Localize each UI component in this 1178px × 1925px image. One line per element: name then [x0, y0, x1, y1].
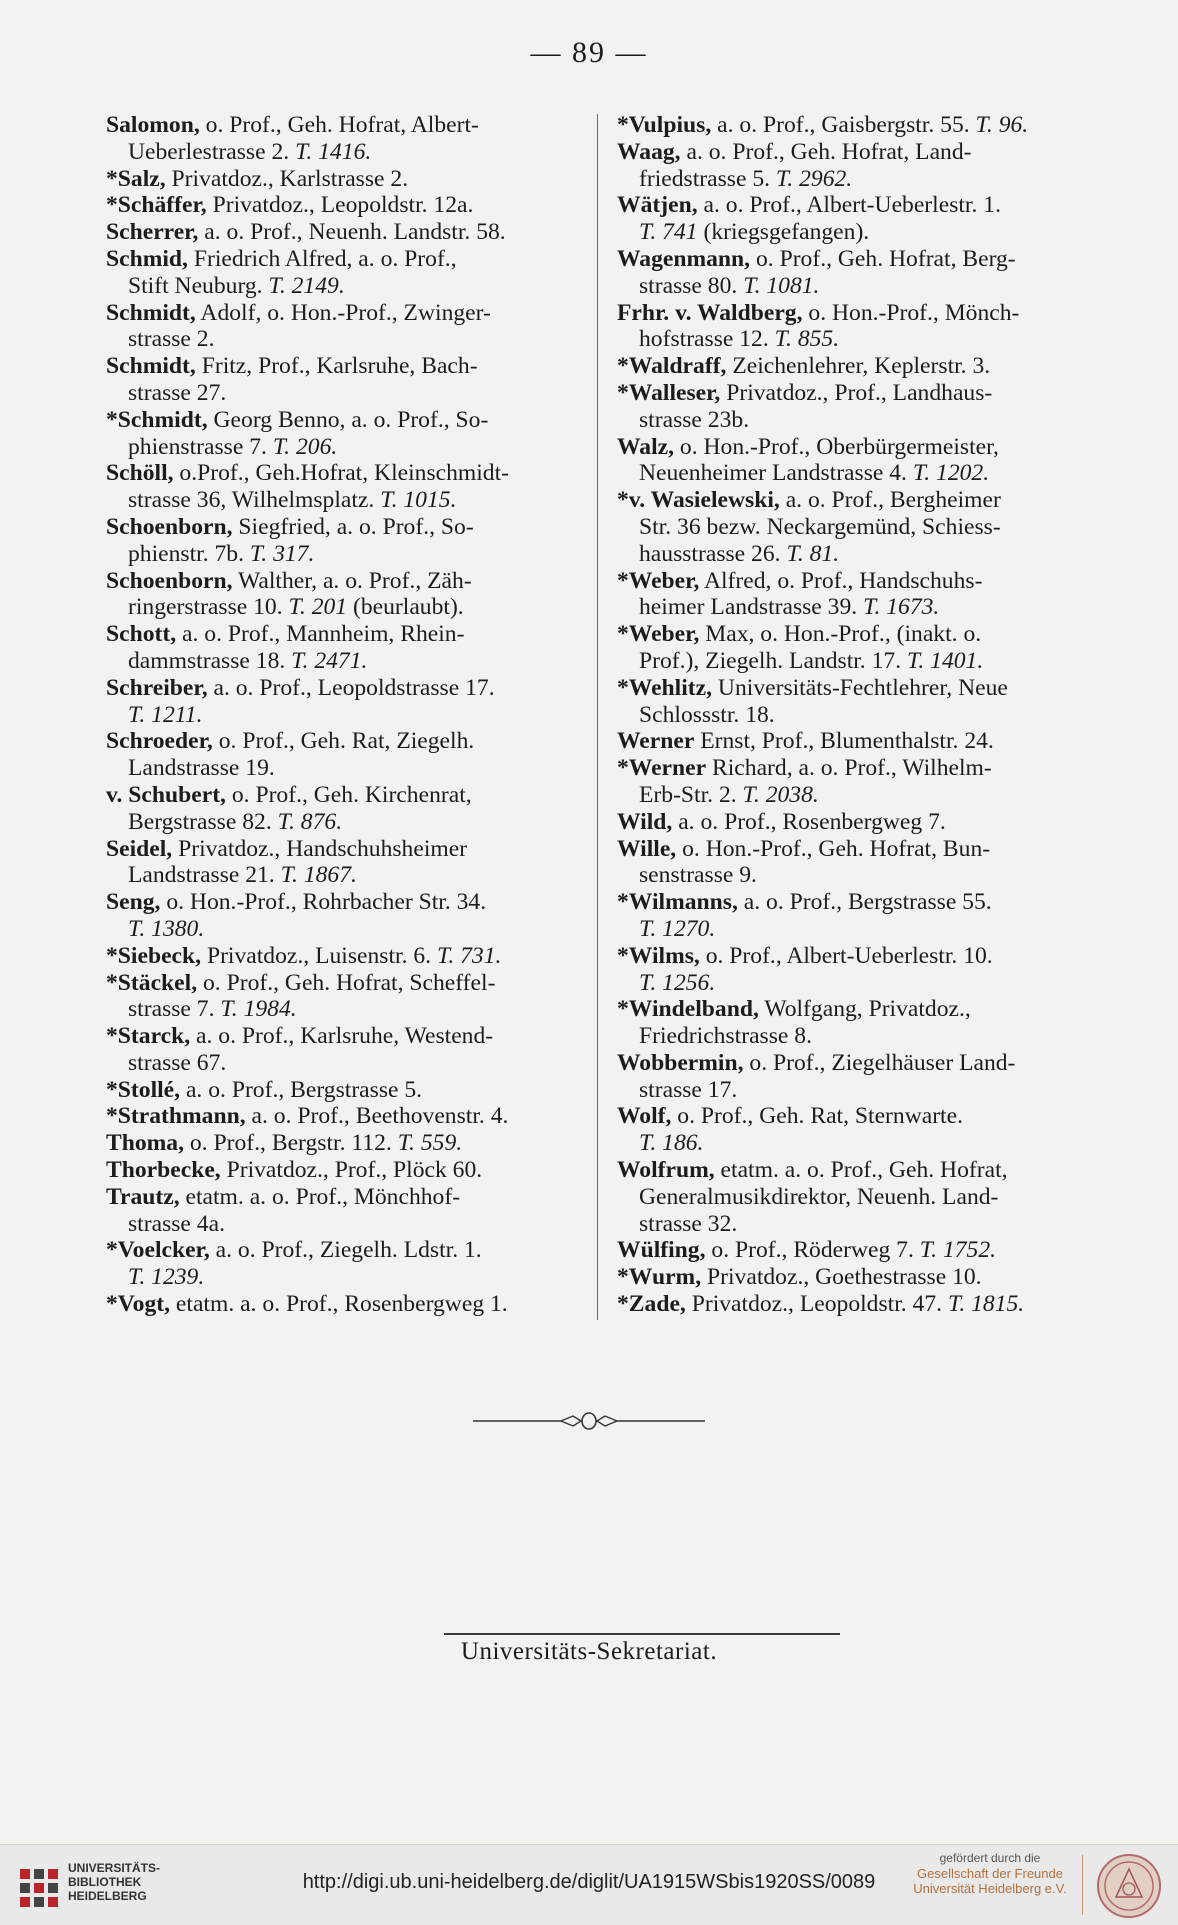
entry-line: [617, 353, 1107, 380]
library-name-line: HEIDELBERG: [68, 1889, 147, 1903]
entry-line: [617, 1050, 1107, 1077]
entry-name: Schöll,: [106, 460, 174, 487]
entry-text: o. Hon.-Prof., Mönch-: [802, 299, 1020, 326]
entry-name: Wagenmann,: [617, 245, 751, 272]
entry-line: [617, 300, 1107, 327]
entry-line: [106, 1184, 586, 1211]
entry-text: a. o. Prof., Bergstrasse 55.: [737, 889, 992, 916]
entry-continuation-line: [617, 862, 1107, 889]
entry-text: Privatdoz., Goethestrasse 10.: [701, 1264, 982, 1291]
entry-continuation-line: [617, 648, 1107, 675]
entry-text: Siegfried, a. o. Prof., So-: [232, 513, 474, 540]
entry-line: [106, 621, 586, 648]
entry-line: [106, 1157, 586, 1184]
entry-name: *Wehlitz,: [617, 674, 713, 701]
entry-line: [106, 1077, 586, 1104]
entry-name: *Voelcker,: [106, 1237, 210, 1264]
footer-divider: [1082, 1855, 1083, 1915]
entry-line: [617, 728, 1107, 755]
entry-line: [106, 782, 586, 809]
entry-continuation-line: [106, 862, 586, 889]
entry-text: o. Prof., Geh. Kirchenrat,: [225, 781, 472, 808]
entry-text: phienstr. 7b.: [128, 540, 250, 567]
entry-line: [106, 568, 586, 595]
entry-text: Walther, a. o. Prof., Zäh-: [232, 567, 472, 594]
entry-text: strasse 4a.: [128, 1210, 225, 1237]
right-column: [617, 112, 1107, 1318]
entry-line: [617, 434, 1107, 461]
entry-text: Privatdoz., Prof., Plöck 60.: [220, 1157, 483, 1184]
entry-continuation-line: [617, 541, 1107, 568]
sponsor-intro: gefördert durch die: [939, 1851, 1041, 1865]
entry-continuation-line: [106, 755, 586, 782]
entry-text: a. o. Prof., Bergstrasse 5.: [180, 1076, 423, 1103]
entry-text: a. o. Prof., Rosenbergweg 7.: [672, 808, 946, 835]
entry-text: Privatdoz., Handschuhsheimer: [172, 835, 468, 862]
entry-text: Richard, a. o. Prof., Wilhelm-: [706, 755, 992, 782]
entry-text: o. Prof., Geh. Hofrat, Albert-: [199, 112, 479, 138]
entry-name: Schott,: [106, 621, 177, 648]
entry-text: ringerstrasse 10.: [128, 594, 289, 621]
entry-name: Schoenborn,: [106, 513, 233, 540]
telephone-number: T. 1984.: [220, 996, 297, 1023]
telephone-number: T. 1752.: [919, 1237, 997, 1264]
entry-name: Frhr. v. Waldberg,: [617, 299, 803, 326]
entry-continuation-line: [106, 1211, 586, 1238]
entry-continuation-line: [617, 460, 1107, 487]
entry-line: [617, 246, 1107, 273]
entry-text: strasse 27.: [128, 379, 227, 406]
source-url-link[interactable]: http://digi.ub.uni-heidelberg.de/diglit/UA1915WSbis1920SS/0089: [302, 1871, 876, 1893]
entry-line: [106, 970, 586, 997]
entry-text: etatm. a. o. Prof., Rosenbergweg 1.: [170, 1291, 508, 1318]
entry-name: Schmid,: [106, 245, 188, 272]
telephone-number: T. 1202.: [912, 460, 990, 487]
entry-name: *Waldraff,: [617, 353, 727, 380]
telephone-number: T. 1867.: [280, 862, 357, 889]
entry-name: Wobbermin,: [617, 1049, 744, 1076]
entry-text: Landstrasse 19.: [128, 755, 275, 782]
entry-text: o. Prof., Geh. Rat, Sternwarte.: [671, 1103, 963, 1130]
entry-text: o. Hon.-Prof., Rohrbacher Str. 34.: [160, 889, 487, 916]
entry-line: [106, 836, 586, 863]
entry-name: Wülfing,: [617, 1237, 706, 1264]
entry-continuation-line: [617, 1184, 1107, 1211]
entry-line: [617, 139, 1107, 166]
entry-continuation-line: [617, 407, 1107, 434]
entry-line: [106, 112, 586, 139]
entry-name: Trautz,: [106, 1183, 180, 1210]
entry-text: Privatdoz., Leopoldstr. 12a.: [206, 192, 474, 219]
entry-name: *Weber,: [617, 621, 700, 648]
entry-name: Scherrer,: [106, 219, 199, 246]
entry-text: Landstrasse 21.: [128, 862, 281, 889]
entry-text: Privatdoz., Prof., Landhaus-: [720, 379, 993, 406]
entry-line: [106, 300, 586, 327]
entry-text: Zeichenlehrer, Keplerstr. 3.: [726, 353, 991, 380]
telephone-number: T. 1673.: [863, 594, 940, 621]
entry-text: Neuenheimer Landstrasse 4.: [639, 460, 913, 487]
entry-text: (kriegsgefangen).: [697, 219, 870, 246]
entry-continuation-line: [617, 273, 1107, 300]
entry-line: [106, 675, 586, 702]
entry-text: Georg Benno, a. o. Prof., So-: [207, 406, 489, 433]
entry-text: o. Prof., Albert-Ueberlestr. 10.: [699, 942, 993, 969]
entry-name: Seng,: [106, 889, 161, 916]
entry-name: Thorbecke,: [106, 1157, 221, 1184]
entry-line: [617, 675, 1107, 702]
entry-text: a. o. Prof., Mannheim, Rhein-: [176, 621, 465, 648]
entry-text: phienstrasse 7.: [128, 433, 273, 460]
entry-name: *Starck,: [106, 1023, 191, 1050]
entry-text: o. Prof., Ziegelhäuser Land-: [743, 1049, 1016, 1076]
entry-continuation-line: [106, 702, 586, 729]
entry-text: a. o. Prof., Gaisbergstr. 55.: [711, 112, 976, 138]
entry-text: Erb-Str. 2.: [639, 781, 743, 808]
entry-name: Schmidt,: [106, 299, 196, 326]
entry-text: strasse 2.: [128, 326, 215, 353]
entry-text: Friedrich Alfred, a. o. Prof.,: [187, 245, 457, 272]
entry-line: [617, 889, 1107, 916]
entry-line: [617, 380, 1107, 407]
column-divider: [597, 114, 598, 1320]
telephone-number: T. 96.: [975, 112, 1029, 138]
entry-text: Generalmusikdirektor, Neuenh. Land-: [639, 1183, 999, 1210]
entry-line: [617, 1103, 1107, 1130]
entry-line: [617, 1264, 1107, 1291]
entry-text: strasse 17.: [639, 1076, 738, 1103]
entry-name: *Werner: [617, 755, 707, 782]
telephone-number: T. 1380.: [128, 915, 205, 942]
entry-text: Bergstrasse 82.: [128, 808, 278, 835]
entry-text: Stift Neuburg.: [128, 272, 269, 299]
entry-text: etatm. a. o. Prof., Geh. Hofrat,: [714, 1157, 1008, 1184]
entry-text: strasse 80.: [639, 272, 744, 299]
entry-line: [106, 219, 586, 246]
entry-name: *Siebeck,: [106, 942, 202, 969]
telephone-number: T. 206.: [272, 433, 338, 460]
entry-continuation-line: [106, 916, 586, 943]
entry-name: Wolfrum,: [617, 1157, 715, 1184]
entry-name: Walz,: [617, 433, 675, 460]
library-name-line: BIBLIOTHEK: [68, 1875, 142, 1889]
entry-continuation-line: [617, 326, 1107, 353]
entry-text: Max, o. Hon.-Prof., (inakt. o.: [699, 621, 982, 648]
entry-text: Alfred, o. Prof., Handschuhs-: [699, 567, 983, 594]
entry-line: [617, 1237, 1107, 1264]
entry-text: o.Prof., Geh.Hofrat, Kleinschmidt-: [173, 460, 510, 487]
entry-text: Universitäts-Fechtlehrer, Neue: [712, 674, 1008, 701]
telephone-number: T. 731.: [436, 942, 502, 969]
entry-name: *Vulpius,: [617, 112, 712, 138]
entry-name: *Weber,: [617, 567, 700, 594]
entry-text: o. Hon.-Prof., Geh. Hofrat, Bun-: [676, 835, 991, 862]
entry-line: [617, 487, 1107, 514]
telephone-number: T. 876.: [277, 808, 343, 835]
entry-text: hausstrasse 26.: [639, 540, 787, 567]
entry-name: *Vogt,: [106, 1291, 171, 1318]
entry-line: [106, 889, 586, 916]
entry-text: o. Prof., Bergstr. 112.: [184, 1130, 398, 1157]
entry-line: [617, 192, 1107, 219]
library-name-line: UNIVERSITÄTS-: [68, 1861, 161, 1875]
entry-name: Schoenborn,: [106, 567, 233, 594]
entry-name: Thoma,: [106, 1130, 185, 1157]
entry-line: [106, 353, 586, 380]
entry-name: Wätjen,: [617, 192, 698, 219]
telephone-number: T. 81.: [786, 540, 840, 567]
entry-continuation-line: [617, 594, 1107, 621]
ornament-divider: [473, 1410, 705, 1432]
entry-name: Schmidt,: [106, 353, 196, 380]
entry-continuation-line: [106, 541, 586, 568]
telephone-number: T. 1270.: [639, 915, 716, 942]
entry-line: [617, 1291, 1107, 1318]
entry-name: v. Schubert,: [106, 781, 226, 808]
telephone-number: T. 855.: [774, 326, 840, 353]
entry-text: o. Prof., Röderweg 7.: [705, 1237, 920, 1264]
entry-text: heimer Landstrasse 39.: [639, 594, 864, 621]
entry-continuation-line: [106, 273, 586, 300]
entry-text: a. o. Prof., Bergheimer: [779, 487, 1001, 514]
entry-text: senstrasse 9.: [639, 862, 757, 889]
telephone-number: T. 2962.: [775, 165, 853, 192]
entry-text: a. o. Prof., Albert-Ueberlestr. 1.: [697, 192, 1001, 219]
entry-line: [617, 943, 1107, 970]
telephone-number: T. 1401.: [907, 647, 984, 674]
entry-line: [106, 943, 586, 970]
telephone-number: T. 186.: [639, 1130, 704, 1157]
entry-name: *v. Wasielewski,: [617, 487, 780, 514]
entry-name: *Salz,: [106, 165, 166, 192]
entry-name: Wild,: [617, 808, 673, 835]
entry-continuation-line: [106, 380, 586, 407]
entry-name: Schreiber,: [106, 674, 208, 701]
digitization-footer: [0, 1844, 1178, 1925]
entry-name: *Windelband,: [617, 996, 759, 1023]
entry-line: [106, 246, 586, 273]
telephone-number: T. 1815.: [947, 1291, 1025, 1318]
entry-continuation-line: [617, 514, 1107, 541]
entry-continuation-line: [106, 996, 586, 1023]
entry-text: strasse 32.: [639, 1210, 738, 1237]
entry-continuation-line: [617, 782, 1107, 809]
entry-line: [106, 1130, 586, 1157]
entry-text: (beurlaubt).: [347, 594, 464, 621]
entry-text: Friedrichstrasse 8.: [639, 1023, 812, 1050]
entry-line: [617, 755, 1107, 782]
entry-line: [617, 809, 1107, 836]
entry-text: friedstrasse 5.: [639, 165, 776, 192]
entry-continuation-line: [617, 166, 1107, 193]
entry-line: [106, 728, 586, 755]
entry-text: a. o. Prof., Leopoldstrasse 17.: [207, 674, 495, 701]
entry-text: Adolf, o. Hon.-Prof., Zwinger-: [195, 299, 491, 326]
entry-continuation-line: [106, 1050, 586, 1077]
entry-name: Seidel,: [106, 835, 173, 862]
entry-name: *Schmidt,: [106, 406, 208, 433]
sponsor-name-line: Gesellschaft der Freunde: [917, 1866, 1063, 1881]
entry-line: [106, 514, 586, 541]
signature-rule: [444, 1633, 840, 1635]
entry-name: *Schäffer,: [106, 192, 207, 219]
university-seal-icon: [1096, 1853, 1162, 1919]
entry-continuation-line: [106, 487, 586, 514]
entry-text: Privatdoz., Leopoldstr. 47.: [685, 1291, 948, 1318]
entry-text: strasse 67.: [128, 1049, 227, 1076]
entry-text: o. Prof., Geh. Hofrat, Berg-: [750, 245, 1016, 272]
entry-name: Waag,: [617, 138, 681, 165]
entry-continuation-line: [617, 1023, 1107, 1050]
entry-line: [106, 192, 586, 219]
sponsor-block: [890, 1851, 1090, 1896]
entry-name: *Zade,: [617, 1291, 686, 1318]
telephone-number: T. 2471.: [291, 647, 368, 674]
entry-line: [106, 1237, 586, 1264]
entry-text: a. o. Prof., Beethovenstr. 4.: [245, 1103, 509, 1130]
entry-text: o. Prof., Geh. Hofrat, Scheffel-: [197, 969, 496, 996]
telephone-number: T. 741: [639, 219, 698, 246]
telephone-number: T. 201: [288, 594, 348, 621]
telephone-number: T. 1416.: [295, 138, 372, 165]
entry-name: Wille,: [617, 835, 677, 862]
entry-line: [106, 1103, 586, 1130]
entry-continuation-line: [617, 970, 1107, 997]
entry-continuation-line: [106, 809, 586, 836]
telephone-number: T. 559.: [397, 1130, 463, 1157]
entry-continuation-line: [106, 594, 586, 621]
entry-line: [106, 166, 586, 193]
entry-line: [106, 1023, 586, 1050]
entry-continuation-line: [106, 326, 586, 353]
entry-name: Wolf,: [617, 1103, 672, 1130]
entry-text: strasse 23b.: [639, 406, 750, 433]
entry-continuation-line: [106, 139, 586, 166]
telephone-number: T. 1211.: [128, 701, 203, 728]
entry-text: Wolfgang, Privatdoz.,: [758, 996, 971, 1023]
entry-continuation-line: [106, 648, 586, 675]
entry-text: Privatdoz., Karlstrasse 2.: [165, 165, 409, 192]
entry-text: etatm. a. o. Prof., Mönchhof-: [179, 1183, 461, 1210]
sponsor-name-line: Universität Heidelberg e.V.: [913, 1881, 1067, 1896]
entry-text: a. o. Prof., Geh. Hofrat, Land-: [680, 138, 972, 165]
page-number: — 89 —: [530, 36, 648, 69]
entry-text: a. o. Prof., Neuenh. Landstr. 58.: [198, 219, 506, 246]
telephone-number: T. 1239.: [128, 1264, 205, 1291]
entry-text: a. o. Prof., Ziegelh. Ldstr. 1.: [209, 1237, 482, 1264]
entry-text: o. Hon.-Prof., Oberbürgermeister,: [674, 433, 999, 460]
telephone-number: T. 2038.: [742, 781, 819, 808]
entry-line: [617, 836, 1107, 863]
entry-text: strasse 36, Wilhelmsplatz.: [128, 487, 381, 514]
entry-continuation-line: [617, 916, 1107, 943]
entry-line: [617, 112, 1107, 139]
entry-text: Prof.), Ziegelh. Landstr. 17.: [639, 647, 907, 674]
entry-text: dammstrasse 18.: [128, 647, 292, 674]
entry-text: Ueberlestrasse 2.: [128, 138, 296, 165]
signature-text: Universitäts-Sekretariat.: [460, 1638, 718, 1665]
entry-name: *Stollé,: [106, 1076, 181, 1103]
entry-text: a. o. Prof., Karlsruhe, Westend-: [190, 1023, 494, 1050]
entry-text: Ernst, Prof., Blumenthalstr. 24.: [694, 728, 994, 755]
entry-text: hofstrasse 12.: [639, 326, 775, 353]
entry-continuation-line: [106, 1264, 586, 1291]
telephone-number: T. 1015.: [380, 487, 457, 514]
entry-continuation-line: [617, 1130, 1107, 1157]
entry-continuation-line: [617, 219, 1107, 246]
entry-text: Schlossstr. 18.: [639, 701, 775, 728]
telephone-number: T. 1081.: [743, 272, 820, 299]
entry-name: *Strathmann,: [106, 1103, 246, 1130]
entry-line: [617, 621, 1107, 648]
telephone-number: T. 1256.: [639, 969, 716, 996]
entry-continuation-line: [617, 702, 1107, 729]
entry-text: strasse 7.: [128, 996, 221, 1023]
left-column: [106, 112, 586, 1318]
entry-line: [617, 996, 1107, 1023]
entry-text: Privatdoz., Luisenstr. 6.: [201, 942, 437, 969]
entry-name: Salomon,: [106, 112, 200, 138]
entry-name: *Wilms,: [617, 942, 700, 969]
entry-text: o. Prof., Geh. Rat, Ziegelh.: [212, 728, 475, 755]
telephone-number: T. 2149.: [268, 272, 345, 299]
entry-name: *Wurm,: [617, 1264, 702, 1291]
entry-name: *Stäckel,: [106, 969, 198, 996]
telephone-number: T. 317.: [249, 540, 315, 567]
entry-continuation-line: [617, 1211, 1107, 1238]
entry-name: *Walleser,: [617, 379, 721, 406]
entry-text: Str. 36 bezw. Neckargemünd, Schiess-: [639, 513, 1001, 540]
entry-name: *Wilmanns,: [617, 889, 738, 916]
entry-line: [106, 1291, 586, 1318]
entry-continuation-line: [617, 1077, 1107, 1104]
entry-line: [617, 1157, 1107, 1184]
entry-line: [617, 568, 1107, 595]
entry-text: Fritz, Prof., Karlsruhe, Bach-: [195, 353, 478, 380]
entry-line: [106, 460, 586, 487]
entry-name: Werner: [617, 728, 695, 755]
entry-line: [106, 407, 586, 434]
entry-continuation-line: [106, 434, 586, 461]
entry-name: Schroeder,: [106, 728, 213, 755]
